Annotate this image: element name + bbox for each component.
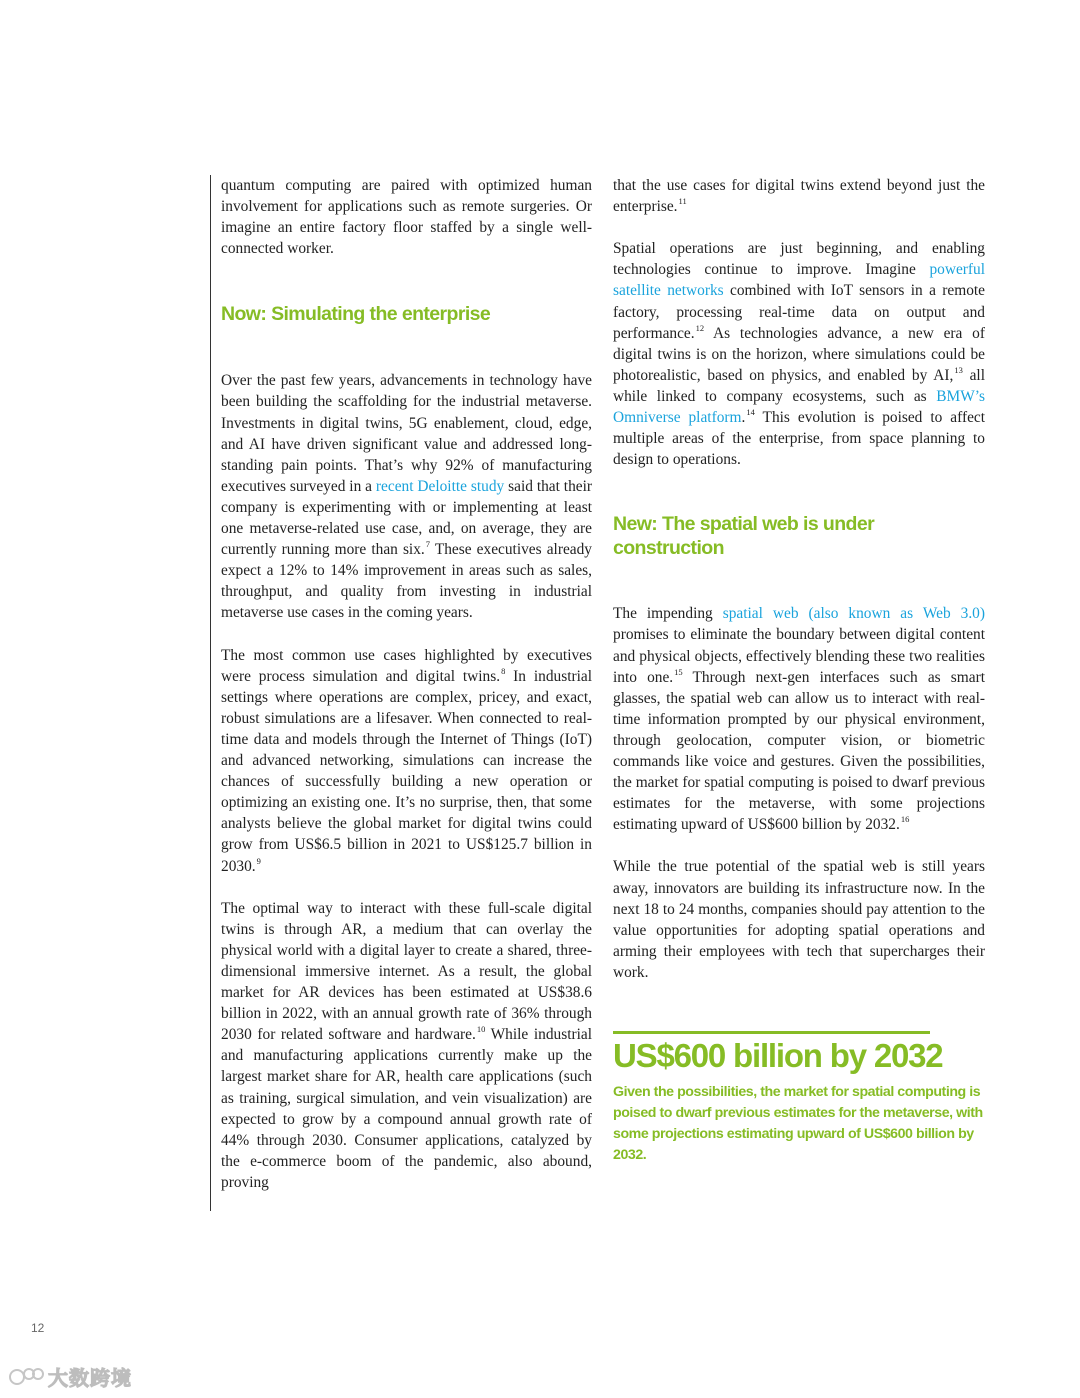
watermark-logo-icon	[8, 1366, 44, 1388]
paragraph-text: combined with IoT sensors in a remote factory, processing real-time data on output and performance.	[613, 282, 986, 342]
paragraph-text: The optimal way to interact with these full-scale digital twins is through AR, a medium that can overlay the physical world with a digital layer to create a shared, three-dimensional immersive internet. As a result, the global market for AR devices has been estimated at US$38.6 billion in 2022, with an annual growth rate of 36% through 2030 for related software and hardware.	[221, 899, 592, 1044]
footnote-ref: 15	[674, 666, 683, 677]
paragraph-spatial-web	[613, 603, 985, 835]
watermark	[8, 1362, 132, 1391]
footnote-ref: 7	[425, 539, 430, 550]
footnote-ref: 11	[678, 196, 687, 207]
paragraph-text: This evolution is poised to affect multiple areas of the enterprise, from space planning to design to operations.	[613, 409, 986, 469]
paragraph-text: In industrial settings where operations are complex, pricey, and exact, robust simulations are a lifesaver. When connected to real-time data and models through the Internet of Things (IoT) and advanced networking, simulations can increase the chances of successfully building a new operation or optimizing an existing one. It’s no surprise, then, that some analysts believe the global market for digital twins could grow from US$6.5 billion in 2021 to US$125.7 billion in 2030.	[221, 667, 592, 875]
paragraph-text: Spatial operations are just beginning, and enabling technologies continue to improve. Imagine	[613, 240, 985, 279]
paragraph-text: As technologies advance, a new era of digital twins is on the horizon, where simulations could be photorealistic, based on physics, and enabled by AI,	[613, 324, 985, 384]
paragraph-spatial-operations	[613, 238, 985, 470]
callout-text: Given the possibilities, the market for spatial computing is poised to dwarf previous estimates for the metaverse, with some projections estimating upward of US$600 billion by 2032.	[613, 1084, 983, 1163]
footnote-ref: 14	[746, 407, 755, 418]
paragraph-text: The most common use cases highlighted by executives were process simulation and digital twins.	[221, 646, 592, 685]
paragraph-advancements	[221, 370, 592, 623]
footnote-ref: 9	[256, 855, 261, 866]
footnote-ref: 16	[900, 814, 910, 825]
callout-title: US$600 billion by 2032	[613, 1037, 943, 1074]
paragraph-ar-devices	[221, 898, 592, 1193]
paragraph-text: These executives already expect a 12% to 14% improvement in areas such as sales, throughput, and quality from investing in industrial metaverse use cases in the coming years.	[221, 541, 592, 622]
paragraph-intro-continued: quantum computing are paired with optimized human involvement for applications such as remote surgeries. Or imagine an entire factory floor staffed by a single well-connected worker.	[221, 177, 592, 258]
paragraph-use-cases	[221, 645, 592, 877]
footnote-ref: 12	[695, 322, 705, 333]
paragraph-true-potential: While the true potential of the spatial web is still years away, innovators are building its infrastructure now. In the next 18 to 24 months, companies should pay attention to the value opportunities for adopting spatial operations and arming their employees with tech that supercharges their work.	[613, 858, 985, 981]
right-column	[613, 175, 985, 983]
paragraph-text: that the use cases for digital twins extend beyond just the enterprise.	[613, 177, 985, 216]
link-bmw-omniverse-platform[interactable]: BMW’s Omniverse platform	[613, 387, 985, 427]
paragraph-text: .	[741, 409, 746, 427]
paragraph-text: The impending	[613, 605, 723, 623]
paragraph-text: Through next-gen interfaces such as smart glasses, the spatial web can allow us to interact with real-time information prompted by our physical environment, through geolocation, computer vision, or biometric commands like voice and gestures. Given the possibilities, the market for spatial computing is poised to dwarf previous estimates for the metaverse, with some projections estimating upward of US$600 billion by 2032.	[613, 668, 985, 834]
link-spatial-web[interactable]: spatial web (also known as Web 3.0)	[722, 605, 985, 623]
footnote-ref: 13	[954, 364, 963, 375]
section-heading-spatial-web: New: The spatial web is under construction	[613, 513, 875, 560]
pull-quote-callout	[613, 1031, 985, 1166]
page-number: 12	[31, 1321, 45, 1335]
footnote-ref: 8	[501, 665, 506, 676]
paragraph-text: all while linked to company ecosystems, such as	[613, 366, 985, 405]
link-recent-deloitte-study[interactable]: recent Deloitte study	[375, 477, 505, 495]
paragraph-text: While industrial and manufacturing applications currently make up the largest market share for AR, health care applications (such as training, surgical simulation, and vein visualization) are expected to grow by a compound annual growth rate of 44% through 2030. Consumer applications, catalyzed by the e-commerce boom of the pandemic, also abound, proving	[221, 1026, 592, 1191]
watermark-text: 大数跨境	[48, 1366, 132, 1390]
paragraph-text: Over the past few years, advancements in technology have been building the scaffolding for the industrial metaverse. Investments in digital twins, 5G enablement, cloud, edge, and AI have driven significant value and addressed long-standing pain points. That’s why 92% of manufacturing executives surveyed in a	[221, 372, 592, 495]
paragraph-text: said that their company is experimenting with or implementing at least one metaverse-related use case, and, on average, they are currently running more than six.	[221, 477, 593, 559]
left-column	[210, 175, 592, 1211]
section-heading-simulating-enterprise: Now: Simulating the enterprise	[221, 303, 491, 326]
footnote-ref: 10	[476, 1024, 486, 1035]
paragraph-digital-twins-continued	[613, 175, 985, 217]
paragraph-text: promises to eliminate the boundary between digital content and physical objects, effectively blending these two realities into one.	[613, 626, 985, 686]
link-powerful-satellite-networks[interactable]: powerful satellite networks	[613, 261, 985, 300]
